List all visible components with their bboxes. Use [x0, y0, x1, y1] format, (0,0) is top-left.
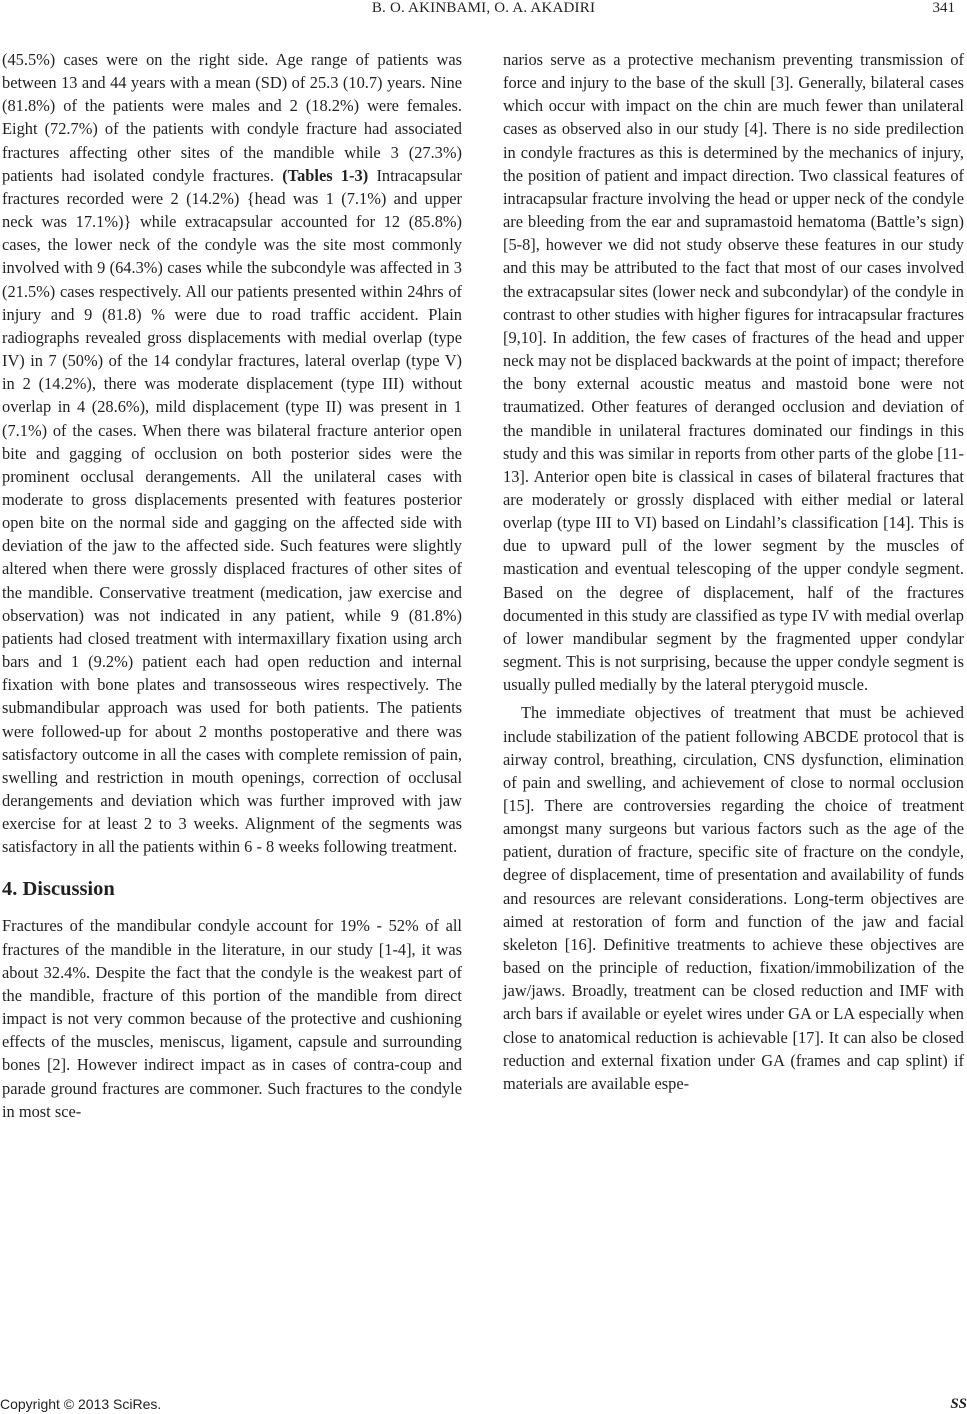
running-head [0, 0, 967, 24]
results-text-part-2: Intracapsular fractures recorded were 2 (14.2%) {head was 1 (7.1%) and upper neck was 17.1%)} while extracapsular accounted for 12 (85.8%) cases, the lower neck of the condyle was the site most commonly involved with 9 (64.3%) cases while the subcondyle was affected in 3 (21.5%) cases respectively. All our patients presented within 24hrs of injury and 9 (81.8) % were due to road traffic accident. Plain radiographs revealed gross displacements with medial overlap (type IV) in 7 (50%) of the 14 condylar fractures, lateral overlap (type V) in 2 (14.2%), there was moderate displacement (type III) without overlap in 4 (28.6%), mild displacement (type II) was present in 1 (7.1%) of the cases. When there was bilateral fracture anterior open bite and gagging of occlusion on both posterior sides were the prominent occlusal derangements. All the unilateral cases with moderate to gross displacements presented with features posterior open bite on the normal side and gagging on the affected side with deviation of the jaw to the affected side. Such features were slightly altered when there were grossly displaced fractures of other sites of the mandible. Conservative treatment (medication, jaw exercise and observation) was not indicated in any patient, while 9 (81.8%) patients had closed treatment with intermaxillary fixation using arch bars and 1 (9.2%) patient each had open reduction and internal fixation with bone plates and transosseous wires respectively. The submandibular approach was used for both patients. The patients were followed-up for about 2 months postoperative and there was satisfactory outcome in all the cases with complete remission of pain, swelling and restriction in mouth openings, correction of occlusal derangements and deviation which was further improved with jaw exercise for at least 2 to 3 weeks. Alignment of the segments was satisfactory in all the patients within 6 - 8 weeks following treatment. [2, 165, 462, 857]
copyright-notice: Copyright © 2013 SciRes. [0, 1396, 162, 1412]
discussion-paragraph-1: Fractures of the mandibular condyle account for 19% - 52% of all fractures of the mandible in the literature, in our study [1-4], it was about 32.4%. Despite the fact that the condyle is the weakest part of the mandible, fracture of this portion of the mandible from direct impact is not very common because of the protective and cushioning effects of the muscles, meniscus, ligament, capsule and surrounding bones [2]. However indirect impact as in cases of contra-coup and parade ground fractures are commoner. Such fractures to the condyle in most sce- [2, 916, 462, 1121]
tables-reference: (Tables 1-3) [282, 165, 369, 185]
section-heading-discussion: 4. Discussion [2, 878, 115, 901]
journal-abbreviation: SS [950, 1396, 967, 1412]
running-head-authors: B. O. AKINBAMI, O. A. AKADIRI [371, 0, 596, 16]
page-number: 341 [932, 0, 955, 16]
results-text-part-1: (45.5%) cases were on the right side. Age range of patients was between 13 and 44 years with a mean (SD) of 25.3 (10.7) years. Nine (81.8%) of the patients were males and 2 (18.2%) were females. Eight (72.7%) of the patients with condyle fracture had associated fractures affecting other sites of the mandible while 3 (27.3%) patients had isolated condyle fractures. [2, 50, 462, 185]
right-column [503, 48, 964, 1095]
page-footer [0, 1396, 967, 1414]
results-paragraph [2, 48, 462, 858]
left-column [2, 48, 462, 1123]
discussion-paragraph-3: The immediate objectives of treatment that must be achieved include stabilization of the patient following ABCDE protocol that is airway control, breathing, circulation, CNS dysfunction, elimination of pain and swelling, and achievement of close to normal occlusion [15]. There are controversies regarding the choice of treatment amongst many surgeons but various factors such as the age of the patient, duration of fracture, specific site of fracture on the condyle, degree of displacement, time of presentation and availability of funds and resources are relevant considerations. Long-term objectives are aimed at restoration of form and function of the jaw and facial skeleton [16]. Definitive treatments to achieve these objectives are based on the principle of reduction, fixation/immobilization of the jaw/jaws. Broadly, treatment can be closed reduction and IMF with arch bars if available or eyelet wires under GA or LA especially when close to anatomical reduction is achievable [17]. It can also be closed reduction and external fixation under GA (frames and cap splint) if materials are available espe- [503, 703, 964, 1093]
discussion-paragraph-2: narios serve as a protective mechanism preventing transmission of force and injury to the base of the skull [3]. Generally, bilateral cases which occur with impact on the chin are much fewer than unilateral cases as observed also in our study [4]. There is no side predilection in condyle fractures as this is determined by the mechanics of injury, the position of patient and impact direction. Two classical features of intracapsular fracture involving the head or upper neck of the condyle are bleeding from the ear and supramastoid hematoma (Battle’s sign) [5-8], however we did not study observe these features in our study and this may be attributed to the fact that most of our cases involved the extracapsular sites (lower neck and subcondylar) of the condyle in contrast to other studies with higher figures for intracapsular fractures [9,10]. In addition, the few cases of fractures of the head and upper neck may not be displaced backwards at the point of impact; therefore the bony external acoustic meatus and mastoid bone were not traumatized. Other features of deranged occlusion and deviation of the mandible in unilateral fractures dominated our findings in this study and this was similar in reports from other parts of the globe [11-13]. Anterior open bite is classical in cases of bilateral fractures that are moderately or grossly displaced with either medial or lateral overlap (type III to VI) based on Lindahl’s classification [14]. This is due to upward pull of the lower segment by the muscles of mastication and eventual telescoping of the upper condyle segment. Based on the degree of displacement, half of the fractures documented in this study are classified as type IV with medial overlap of lower mandibular segment by the fragmented upper condylar segment. This is not surprising, because the upper condyle segment is usually pulled medially by the lateral pterygoid muscle. [503, 50, 964, 695]
